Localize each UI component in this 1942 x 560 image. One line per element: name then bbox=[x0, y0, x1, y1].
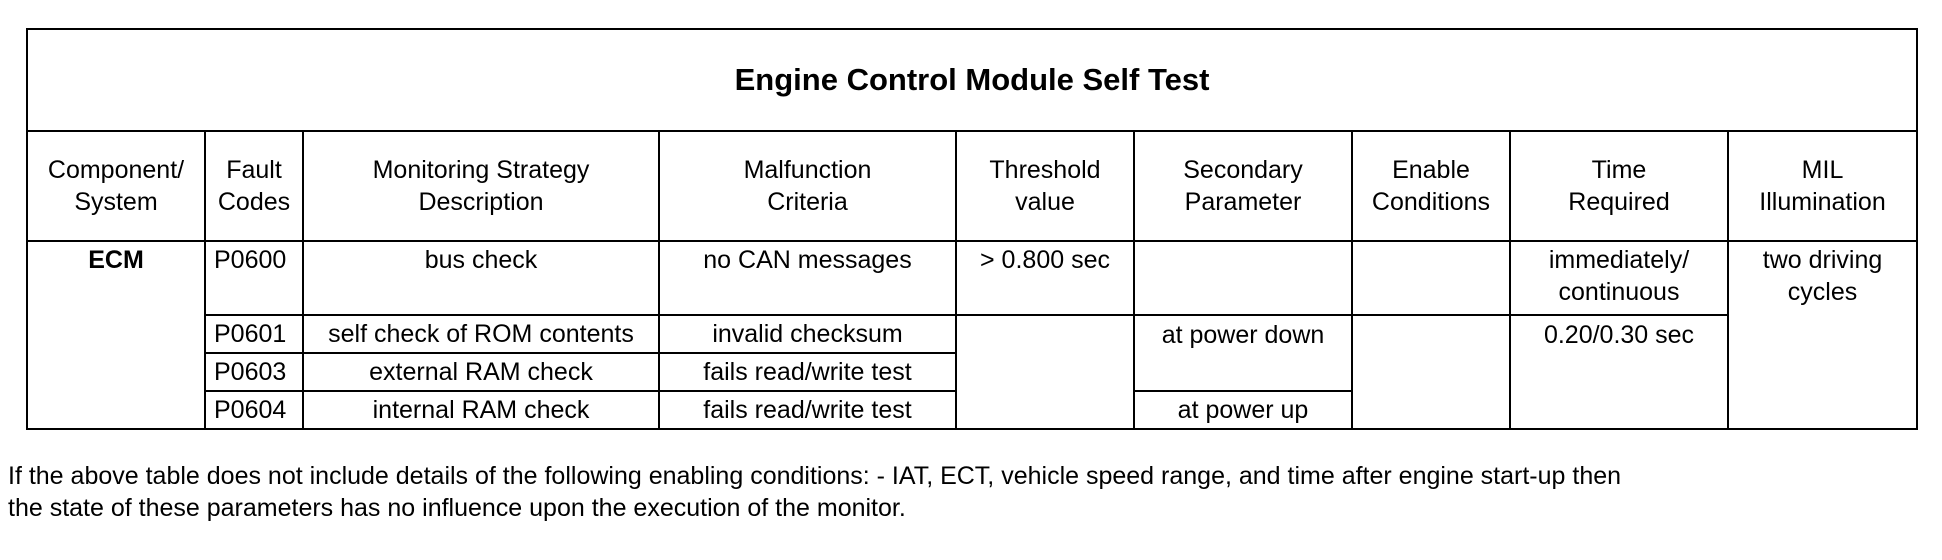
threshold-cell: > 0.800 sec bbox=[956, 241, 1134, 315]
description-cell: bus check bbox=[303, 241, 659, 315]
description-cell: self check of ROM contents bbox=[303, 315, 659, 353]
header-criteria: Malfunction Criteria bbox=[659, 131, 956, 241]
header-component: Component/ System bbox=[27, 131, 205, 241]
secondary-cell: at power down bbox=[1134, 315, 1352, 391]
header-secondary: Secondary Parameter bbox=[1134, 131, 1352, 241]
header-mil: MIL Illumination bbox=[1728, 131, 1917, 241]
header-enable: Enable Conditions bbox=[1352, 131, 1510, 241]
secondary-cell: at power up bbox=[1134, 391, 1352, 429]
header-threshold: Threshold value bbox=[956, 131, 1134, 241]
ecm-self-test-table bbox=[26, 28, 1918, 430]
enable-cell-empty bbox=[1352, 315, 1510, 429]
footnote-line-1: If the above table does not include details of the following enabling conditions: - IAT, ECT, vehicle speed range, and time after engine start-up then bbox=[8, 462, 1622, 490]
description-cell: external RAM check bbox=[303, 353, 659, 391]
header-fault-codes: Fault Codes bbox=[205, 131, 303, 241]
footnote-line-2: the state of these parameters has no influence upon the execution of the monitor. bbox=[8, 494, 906, 522]
criteria-cell: fails read/write test bbox=[659, 391, 956, 429]
time-cell: 0.20/0.30 sec bbox=[1510, 315, 1728, 429]
secondary-cell-empty bbox=[1134, 241, 1352, 315]
time-cell: immediately/ continuous bbox=[1510, 241, 1728, 315]
criteria-cell: invalid checksum bbox=[659, 315, 956, 353]
description-cell: internal RAM check bbox=[303, 391, 659, 429]
mil-cell: two driving cycles bbox=[1728, 241, 1917, 429]
footnote bbox=[8, 460, 1918, 524]
fault-code: P0604 bbox=[205, 391, 303, 429]
table-title: Engine Control Module Self Test bbox=[27, 29, 1917, 131]
criteria-cell: no CAN messages bbox=[659, 241, 956, 315]
component-cell: ECM bbox=[27, 241, 205, 429]
header-row bbox=[27, 131, 1917, 241]
fault-code: P0600 bbox=[205, 241, 303, 315]
enable-cell-empty bbox=[1352, 241, 1510, 315]
fault-code: P0601 bbox=[205, 315, 303, 353]
threshold-cell-empty bbox=[956, 315, 1134, 429]
criteria-cell: fails read/write test bbox=[659, 353, 956, 391]
header-description: Monitoring Strategy Description bbox=[303, 131, 659, 241]
header-time: Time Required bbox=[1510, 131, 1728, 241]
fault-code: P0603 bbox=[205, 353, 303, 391]
table-row bbox=[27, 315, 1917, 353]
table-row bbox=[27, 241, 1917, 315]
